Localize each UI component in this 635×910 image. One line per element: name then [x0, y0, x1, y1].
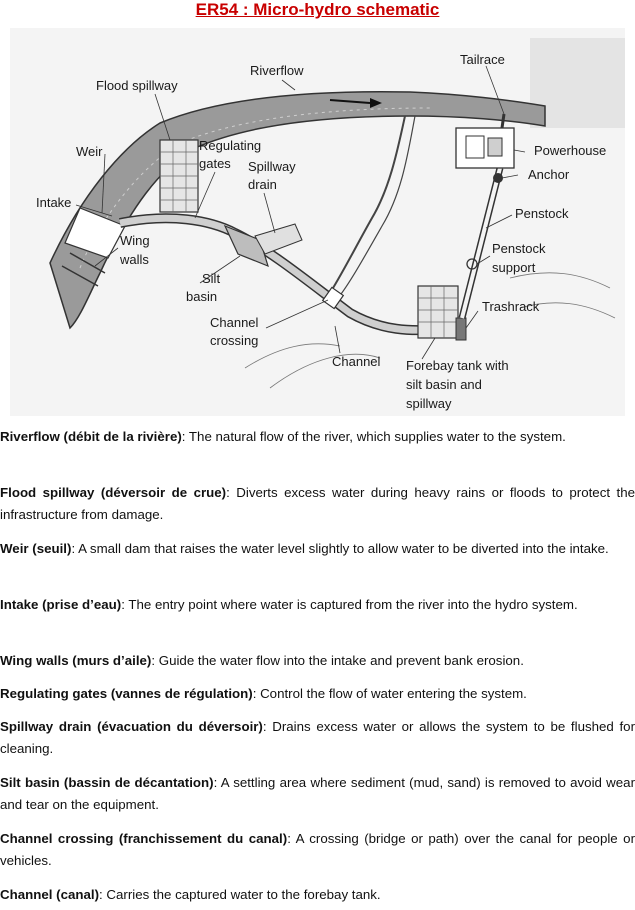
definition-item [0, 716, 635, 772]
definition-item [0, 650, 635, 683]
label-riverflow: Riverflow [250, 63, 304, 78]
label-channel: Channel [332, 354, 381, 369]
trashrack-shape [456, 318, 466, 340]
definitions-list [0, 426, 635, 910]
label-spillway: Spillway [248, 159, 296, 174]
definition-item [0, 594, 635, 650]
label-penstock: Penstock [515, 206, 569, 221]
micro-hydro-diagram [10, 28, 625, 416]
definition-term: Spillway drain (évacuation du déversoir) [0, 719, 263, 734]
definition-term: Riverflow (débit de la rivière) [0, 429, 182, 444]
turbine-shape [466, 136, 484, 158]
label-channel-crossing-2: crossing [210, 333, 259, 348]
label-powerhouse: Powerhouse [534, 143, 607, 158]
definition-text: : Carries the captured water to the forebay tank. [99, 887, 381, 902]
label-drain: drain [248, 177, 277, 192]
label-forebay-2: silt basin and [406, 377, 482, 392]
label-support: support [492, 260, 536, 275]
definition-text: : The entry point where water is captured from the river into the hydro system. [121, 597, 578, 612]
definition-text: : The natural flow of the river, which supplies water to the system. [181, 429, 566, 444]
definition-item [0, 828, 635, 884]
label-walls: walls [120, 252, 149, 267]
definition-item [0, 482, 635, 538]
label-forebay-3: spillway [406, 396, 452, 411]
definition-text: : A crossing (bridge or path) over the canal for people or vehicles. [0, 831, 635, 868]
definition-text: : Guide the water flow into the intake and prevent bank erosion. [151, 653, 524, 668]
definition-item [0, 772, 635, 828]
forebay-tank-shape [418, 286, 458, 338]
label-regulating: Regulating [199, 138, 262, 153]
generator-shape [488, 138, 502, 156]
definition-item [0, 884, 635, 910]
definition-term: Wing walls (murs d’aile) [0, 653, 152, 668]
page-title: ER54 : Micro-hydro schematic [195, 0, 440, 19]
definition-term: Weir (seuil) [0, 541, 72, 556]
label-penstock-2: Penstock [492, 241, 546, 256]
definition-term: Channel crossing (franchissement du canal) [0, 831, 288, 846]
definition-item [0, 683, 635, 716]
tailrace-shape [502, 114, 504, 128]
label-trashrack: Trashrack [482, 299, 540, 314]
definition-item [0, 426, 635, 482]
definition-term: Flood spillway (déversoir de crue) [0, 485, 227, 500]
definition-text: : Drains excess water or allows the system to be flushed for cleaning. [0, 719, 635, 756]
label-tailrace: Tailrace [460, 52, 505, 67]
anchor-shape [493, 173, 503, 183]
label-channel-crossing-1: Channel [210, 315, 259, 330]
definition-text: : Control the flow of water entering the system. [252, 686, 527, 701]
label-silt: Silt [202, 271, 221, 286]
label-basin: basin [186, 289, 218, 304]
powerhouse-shape [456, 128, 514, 168]
definition-term: Intake (prise d’eau) [0, 597, 122, 612]
label-anchor: Anchor [528, 167, 570, 182]
diagram-svg [10, 28, 625, 416]
definition-term: Silt basin (bassin de décantation) [0, 775, 214, 790]
label-flood-spillway: Flood spillway [96, 78, 178, 93]
label-wing: Wing [120, 233, 150, 248]
label-forebay-1: Forebay tank with [406, 358, 509, 373]
definition-text: : A settling area where sediment (mud, sand) is removed to avoid wear and tear on the equipment. [0, 775, 635, 812]
label-gates: gates [199, 156, 231, 171]
definition-text: : A small dam that raises the water level slightly to allow water to be diverted into the intake. [71, 541, 609, 556]
label-intake: Intake [36, 195, 72, 210]
definition-item [0, 538, 635, 594]
definition-text: : Diverts excess water during heavy rains or floods to protect the infrastructure from damage. [0, 485, 635, 522]
label-weir: Weir [76, 144, 103, 159]
definition-term: Channel (canal) [0, 887, 100, 902]
definition-term: Regulating gates (vannes de régulation) [0, 686, 253, 701]
